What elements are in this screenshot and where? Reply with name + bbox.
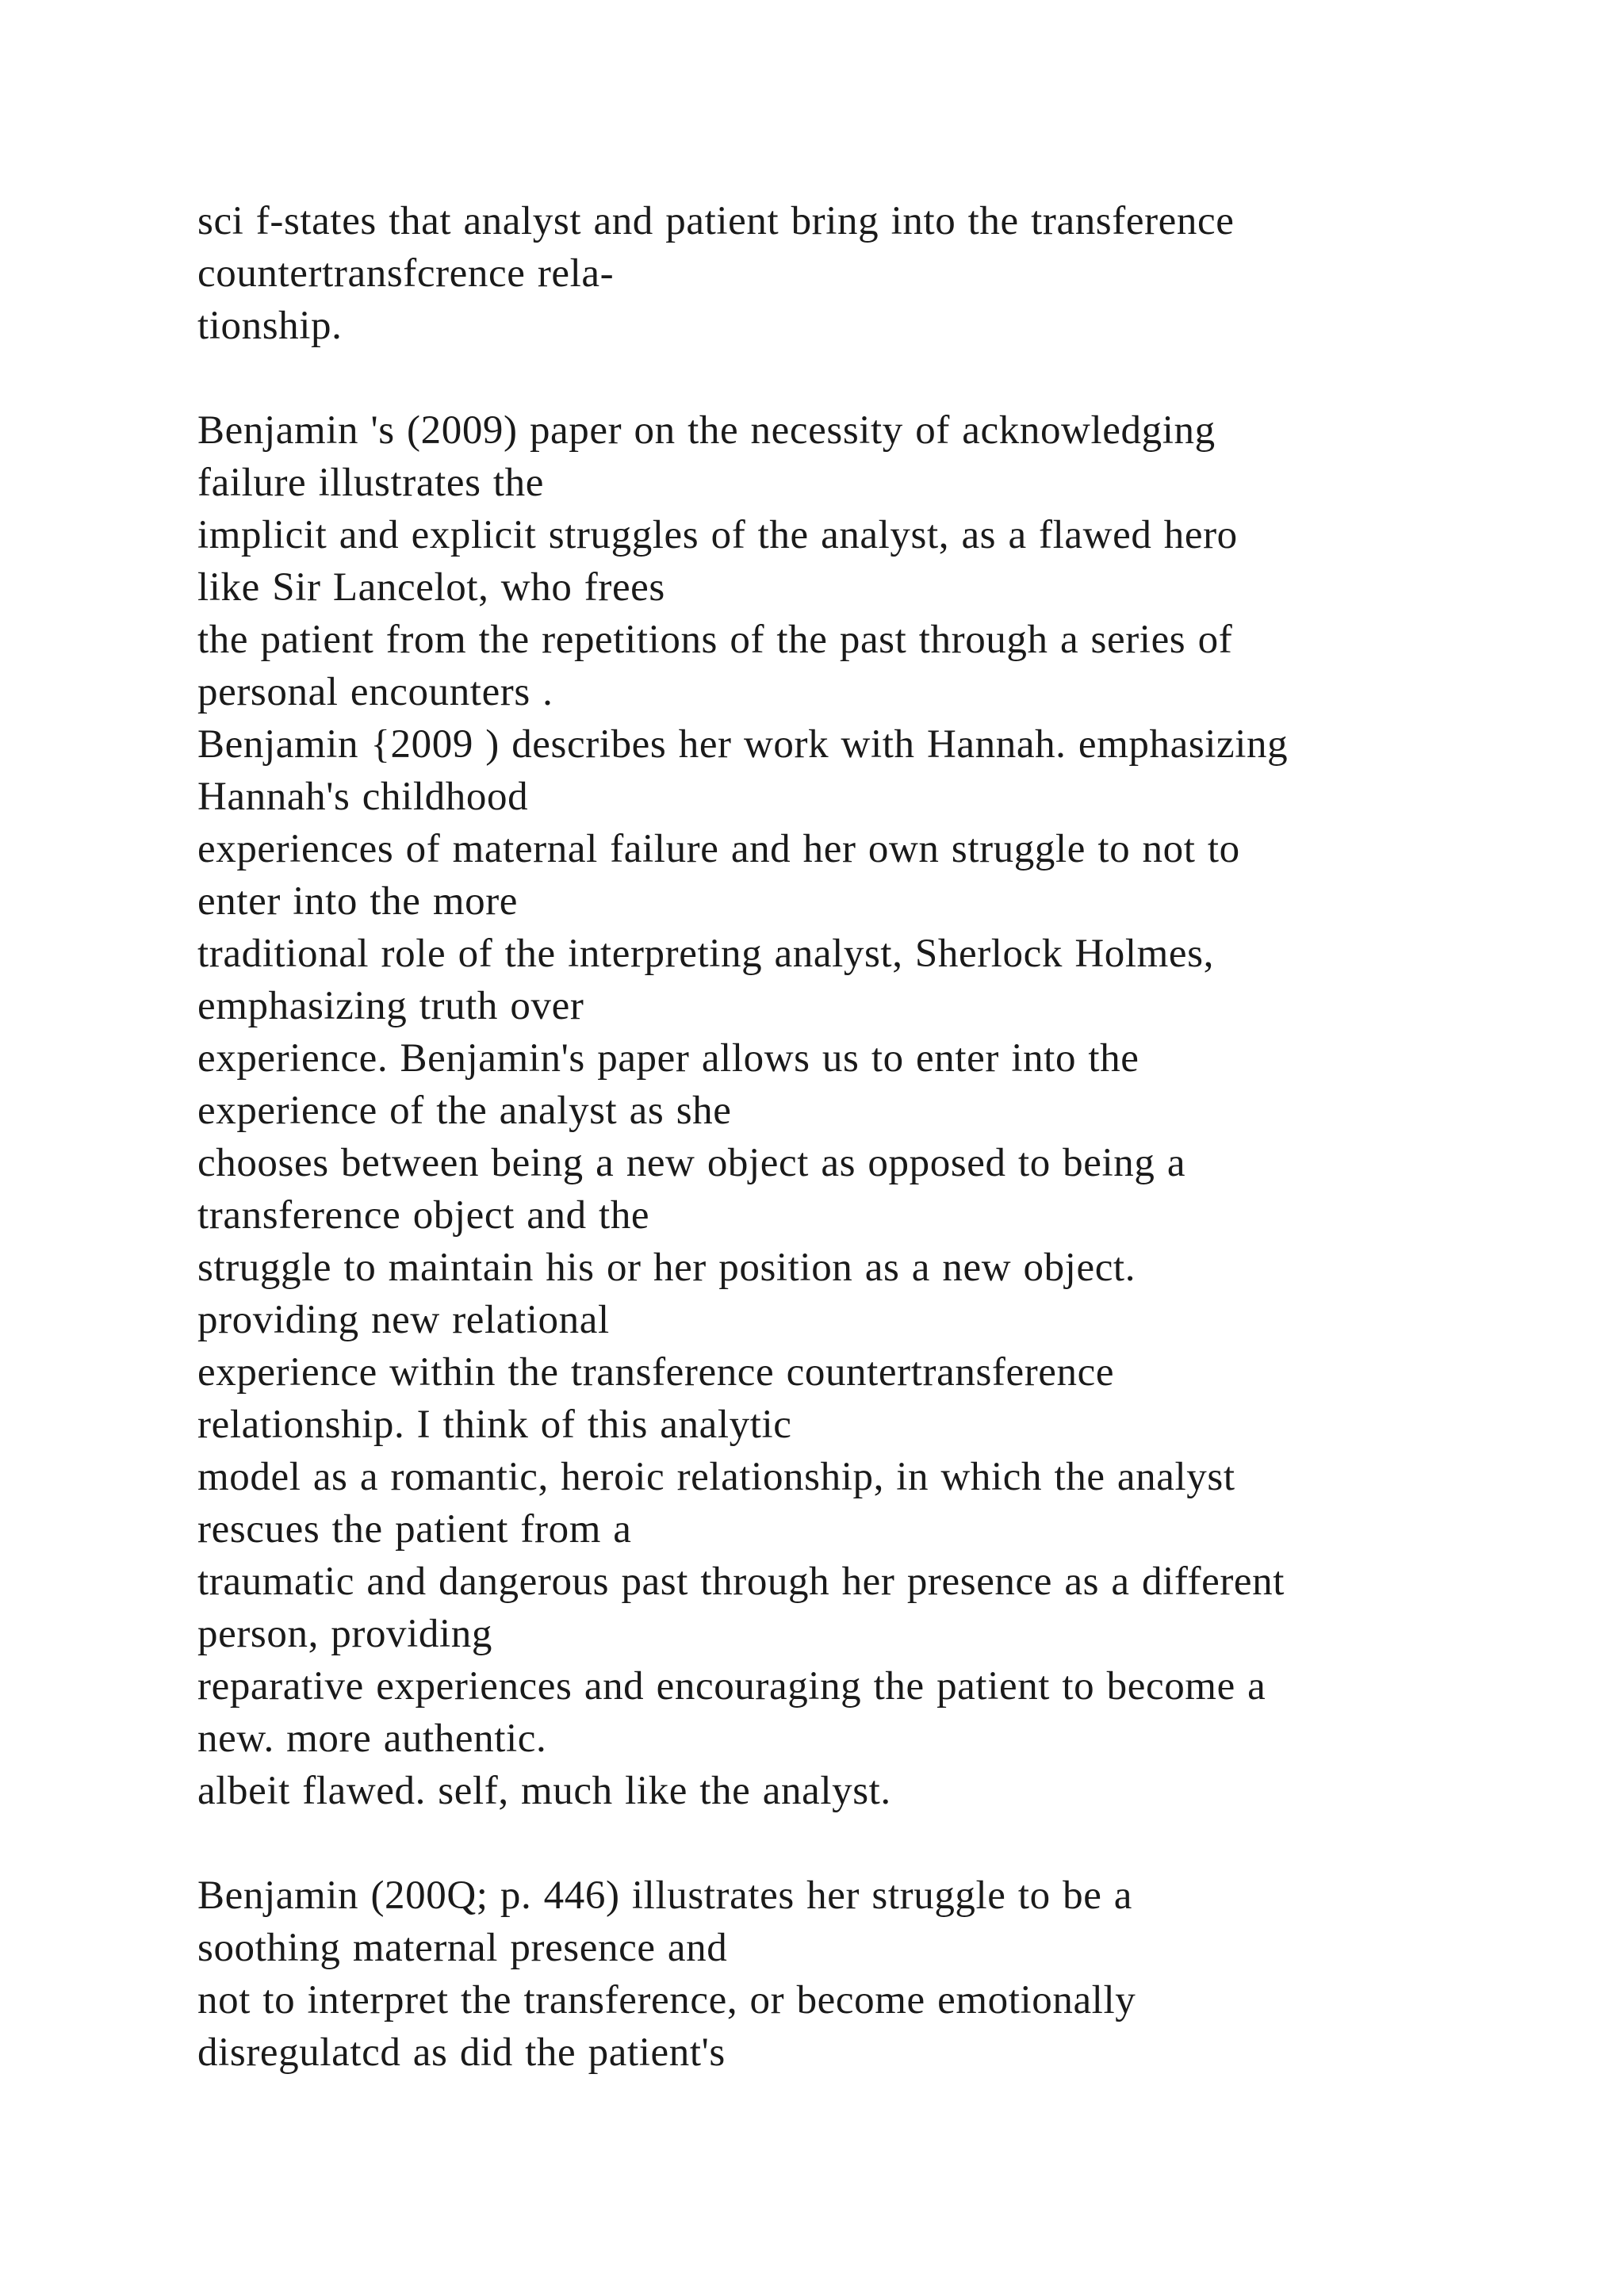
text-line: enter into the more xyxy=(197,879,519,924)
text-line: personal encounters . xyxy=(197,670,553,714)
paragraph-gap xyxy=(197,352,1593,404)
paragraph-gap xyxy=(197,1817,1593,1869)
text-line: traditional role of the interpreting analyst, Sherlock Holmes, xyxy=(197,932,1214,976)
text-line: disregulatcd as did the patient's xyxy=(197,2030,726,2075)
text-line: experience of the analyst as she xyxy=(197,1089,732,1133)
text-line: chooses between being a new object as opposed to being a xyxy=(197,1141,1186,1185)
text-line: like Sir Lancelot, who frees xyxy=(197,565,665,610)
text-line: providing new relational xyxy=(197,1298,610,1342)
text-line: model as a romantic, heroic relationship, in which the analyst xyxy=(197,1455,1235,1499)
text-line: traumatic and dangerous past through her presence as a different xyxy=(197,1559,1285,1604)
text-line: reparative experiences and encouraging the patient to become a xyxy=(197,1664,1266,1709)
text-line: Benjamin (200Q; p. 446) illustrates her struggle to be a xyxy=(197,1873,1133,1918)
text-line: relationship. I think of this analytic xyxy=(197,1402,792,1447)
text-line: tionship. xyxy=(197,304,343,348)
text-line: transference object and the xyxy=(197,1193,650,1238)
text-line: person, providing xyxy=(197,1612,492,1656)
text-line: Hannah's childhood xyxy=(197,775,529,819)
text-line: rescues the patient from a xyxy=(197,1507,632,1552)
text-line: experiences of maternal failure and her own struggle to not to xyxy=(197,827,1240,871)
text-line: failure illustrates the xyxy=(197,461,544,505)
text-line: experience within the transference countertransference xyxy=(197,1350,1115,1395)
document-body xyxy=(197,195,1593,2079)
text-line: emphasizing truth over xyxy=(197,984,584,1028)
text-line: new. more authentic. xyxy=(197,1716,547,1761)
text-line: Benjamin {2009 ) describes her work with Hannah. emphasizing xyxy=(197,722,1289,767)
text-line: countertransfcrence rela- xyxy=(197,251,615,296)
text-line: albeit flawed. self, much like the analyst. xyxy=(197,1769,891,1813)
text-line: Benjamin 's (2009) paper on the necessity of acknowledging xyxy=(197,408,1216,453)
text-line: soothing maternal presence and xyxy=(197,1926,728,1970)
text-line: struggle to maintain his or her position as a new object. xyxy=(197,1246,1136,1290)
text-line: implicit and explicit struggles of the analyst, as a flawed hero xyxy=(197,513,1238,557)
text-line: the patient from the repetitions of the past through a series of xyxy=(197,618,1233,662)
text-line: experience. Benjamin's paper allows us to enter into the xyxy=(197,1036,1139,1081)
text-line: sci f-states that analyst and patient bring into the transference xyxy=(197,199,1235,243)
text-line: not to interpret the transference, or become emotionally xyxy=(197,1978,1136,2022)
